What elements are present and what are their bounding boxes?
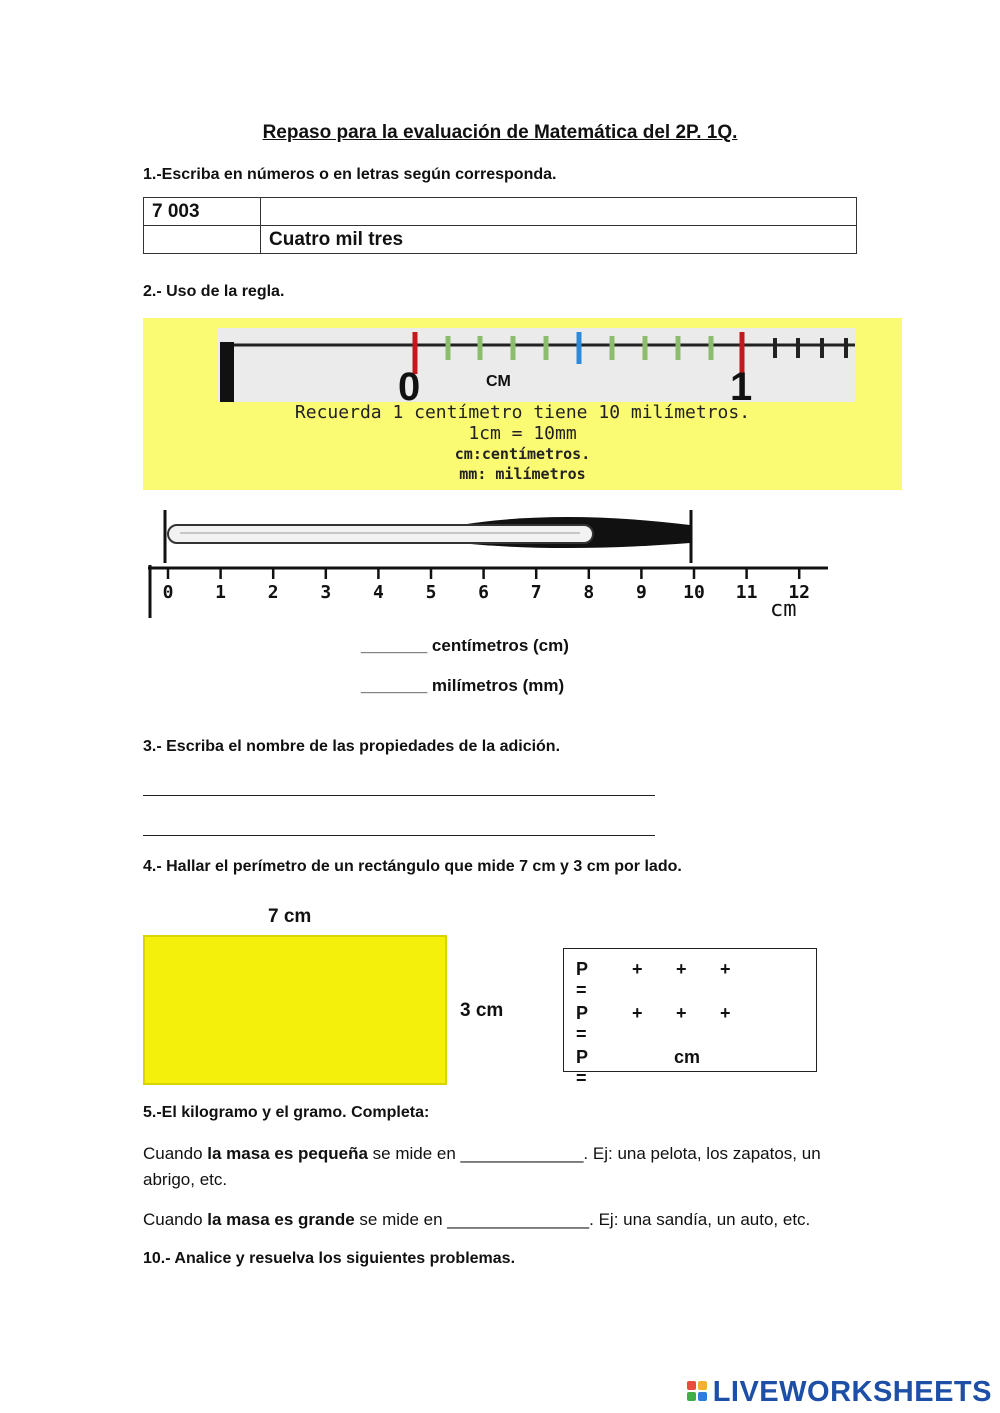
p-label: P = — [576, 959, 588, 1000]
ruler-unit-cm: cm — [770, 597, 797, 620]
ruler-tick-label-5: 5 — [425, 582, 437, 603]
rect-width-label: 7 cm — [268, 906, 312, 927]
sentence-bold: la masa es pequeña — [207, 1144, 368, 1163]
liveworksheets-logo — [687, 1376, 992, 1409]
sentence-text: Cuando — [143, 1144, 208, 1163]
ruler-one-label: 1 — [730, 365, 753, 402]
brand-name: LIVEWORKSHEETS — [712, 1376, 992, 1408]
number-cell: 7 003 — [144, 198, 261, 226]
sentence-text-blank[interactable]: se mide en _______________. Ej: una sandía, un auto, etc. — [354, 1210, 811, 1229]
ruler-zero-label: 0 — [398, 365, 421, 402]
perimeter-formula-box — [563, 948, 817, 1088]
logo-grid-icon — [687, 1381, 709, 1403]
ruler-tick-label-2: 2 — [267, 582, 279, 603]
table-row — [144, 226, 857, 254]
words-answer-cell[interactable] — [261, 198, 857, 226]
answer-line-2[interactable] — [143, 821, 655, 836]
reminder-line-3: cm:centímetros. — [454, 445, 591, 463]
ruler-tick-label-11: 11 — [735, 582, 758, 603]
p-label: P = — [576, 1003, 588, 1044]
pencil-measurement-figure — [140, 505, 840, 620]
ruler-tick-label-8: 8 — [583, 582, 595, 603]
reminder-line-1: Recuerda 1 centímetro tiene 10 milímetros. — [294, 402, 751, 423]
ruler-tick-label-4: 4 — [372, 582, 384, 603]
question-4-heading: 4.- Hallar el perímetro de un rectángulo que mide 7 cm y 3 cm por lado. — [143, 858, 682, 875]
cm-unit-label: cm — [674, 1047, 701, 1067]
ruler-tick-label-9: 9 — [635, 582, 647, 603]
rect-height-label: 3 cm — [460, 1000, 504, 1021]
ruler-edge — [220, 342, 234, 402]
question-5-heading: 5.-El kilogramo y el gramo. Completa: — [143, 1104, 430, 1121]
number-answer-cell[interactable] — [144, 226, 261, 254]
plus-sign: + — [676, 959, 687, 979]
ruler-tick-label-10: 10 — [683, 582, 705, 603]
words-cell: Cuatro mil tres — [261, 226, 857, 254]
ruler-tick-label-1: 1 — [215, 582, 227, 603]
ruler-tick-label-0: 0 — [162, 582, 174, 603]
sentence-text-blank[interactable]: se mide en _____________. Ej: una pelota, los zapatos, un abrigo, etc. — [143, 1144, 821, 1189]
plus-sign: + — [632, 959, 643, 979]
pencil-body — [168, 525, 593, 543]
sentence-bold: la masa es grande — [207, 1210, 355, 1229]
mass-large-sentence — [143, 1207, 863, 1233]
question-3-heading: 3.- Escriba el nombre de las propiedades de la adición. — [143, 738, 561, 755]
plus-sign: + — [720, 1003, 731, 1023]
ruler-tick-label-3: 3 — [320, 582, 332, 603]
answer-centimeters[interactable]: _______ centímetros (cm) — [361, 636, 569, 655]
question-1-heading: 1.-Escriba en números o en letras según corresponda. — [143, 166, 557, 183]
plus-sign: + — [632, 1003, 643, 1023]
answer-millimeters[interactable]: _______ milímetros (mm) — [361, 676, 565, 695]
ruler-ticks — [163, 568, 810, 603]
reminder-line-2: 1cm = 10mm — [468, 423, 577, 444]
ruler-unit-label: CM — [486, 373, 511, 390]
p-label: P = — [576, 1047, 588, 1088]
mass-small-sentence — [143, 1141, 863, 1193]
ruler-tick-label-7: 7 — [530, 582, 542, 603]
numbers-table — [143, 197, 857, 254]
question-10-heading: 10.- Analice y resuelva los siguientes problemas. — [143, 1250, 516, 1267]
plus-sign: + — [720, 959, 731, 979]
ruler-mm-illustration — [218, 328, 855, 402]
yellow-rectangle — [143, 935, 447, 1085]
table-row — [144, 198, 857, 226]
answer-line-1[interactable] — [143, 781, 655, 796]
page-title: Repaso para la evaluación de Matemática del 2P. 1Q. — [262, 122, 738, 143]
reminder-line-4: mm: milímetros — [459, 465, 586, 483]
plus-sign: + — [676, 1003, 687, 1023]
question-2-heading: 2.- Uso de la regla. — [143, 283, 285, 300]
sentence-text: Cuando — [143, 1210, 208, 1229]
ruler-tick-label-12: 12 — [788, 582, 811, 603]
ruler-tick-label-6: 6 — [478, 582, 490, 603]
